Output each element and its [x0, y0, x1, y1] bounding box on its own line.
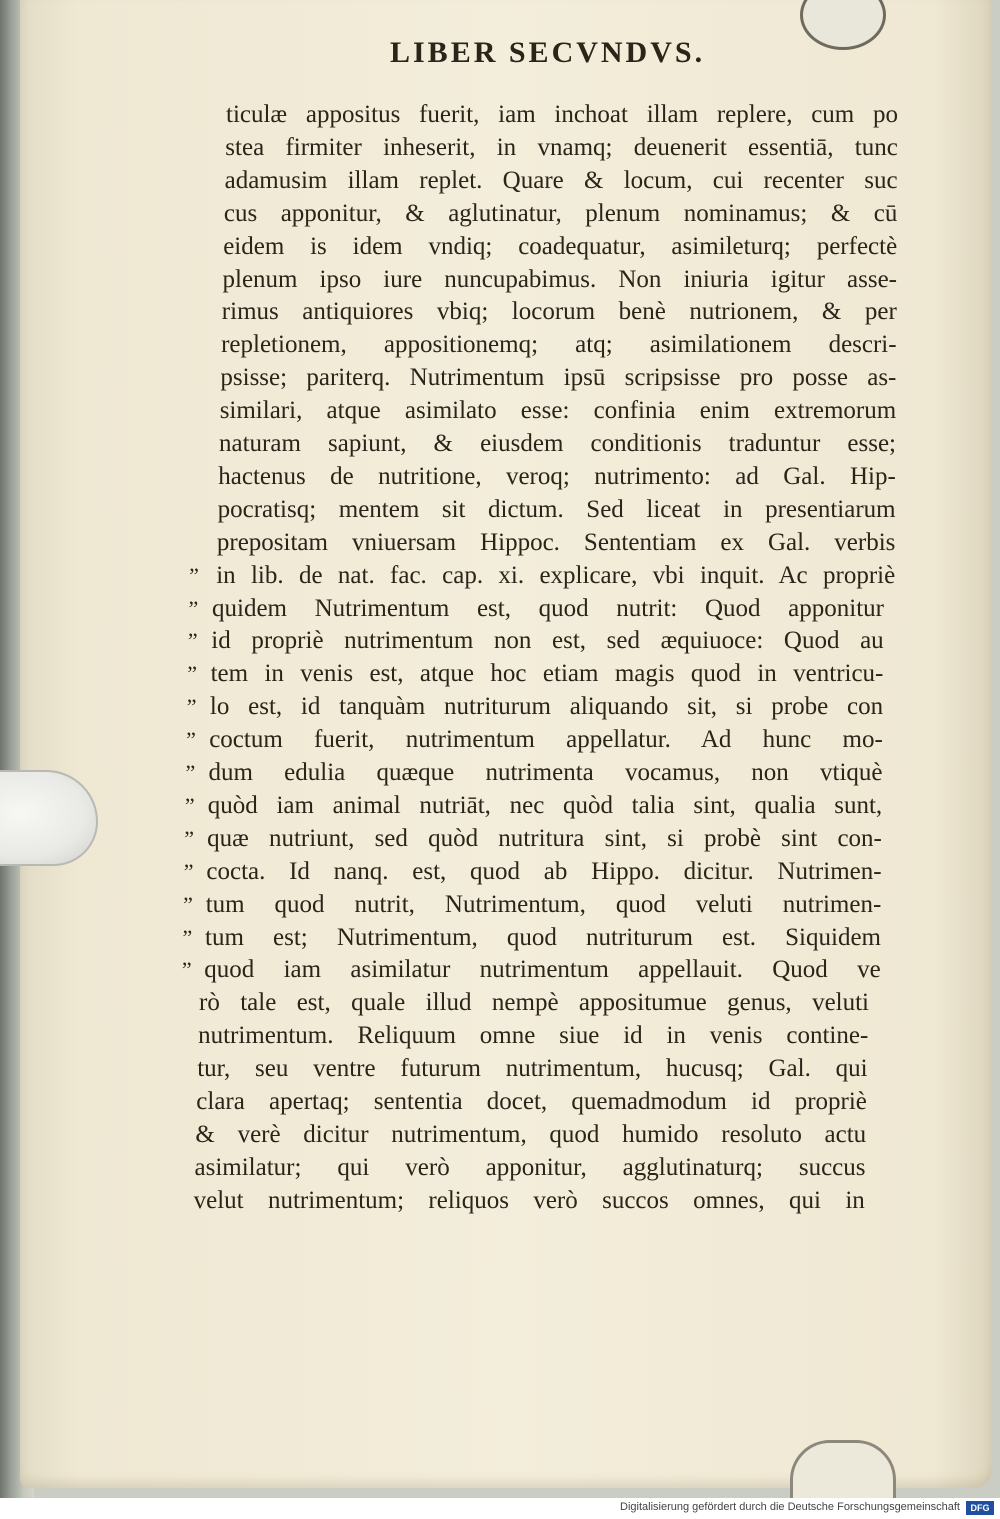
text-line: cus apponitur, & aglutinatur, plenum nominamus; & cū	[223, 199, 898, 227]
footer-bar	[0, 1498, 1000, 1519]
text-line: quod iam asimilatur nutrimentum appellauit. Quod ve	[204, 956, 881, 984]
running-head: LIBER SECVNDVS.	[390, 36, 706, 69]
text-line: dum edulia quæque nutrimenta vocamus, non vtiquè	[208, 759, 883, 786]
text-line: quòd iam animal nutriāt, nec quòd talia sint, qualia sunt,	[207, 791, 883, 819]
text-line: repletionem, appositionemq; atq; asimilationem descri-	[221, 331, 897, 359]
text-line: pocratisq; mentem sit dictum. Sed liceat in presentiarum	[217, 495, 896, 523]
funding-credit: Digitalisierung gefördert durch die Deutsche Forschungsgemeinschaft	[620, 1501, 960, 1513]
text-line: eidem is idem vndiq; coadequatur, asimileturq; perfectè	[223, 232, 898, 260]
marginal-quote-mark: ”	[185, 760, 196, 785]
text-line: stea firmiter inheserit, in vnamq; deuenerit essentiā, tunc	[225, 133, 898, 161]
text-line: velut nutrimentum; reliquos verò succos omnes, qui in	[193, 1186, 865, 1214]
text-line: quidem Nutrimentum est, quod nutrit: Quod apponitur	[212, 594, 884, 622]
text-line: tum quod nutrit, Nutrimentum, quod veluti nutrimen-	[205, 890, 882, 918]
text-line: hactenus de nutritione, veroq; nutrimento: ad Gal. Hip-	[218, 462, 896, 490]
text-line: id propriè nutrimentum non est, sed æquiuoce: Quod au	[211, 627, 884, 655]
text-line: similari, atque asimilato esse: confinia enim extremorum	[219, 397, 897, 425]
marginal-quote-mark: ”	[187, 661, 198, 687]
dfg-logo: DFG	[966, 1501, 994, 1515]
text-line: naturam sapiunt, & eiusdem conditionis traduntur esse;	[219, 430, 896, 457]
text-line: psisse; pariterq. Nutrimentum ipsū scripsisse pro posse as-	[220, 364, 897, 392]
text-line: tum est; Nutrimentum, quod nutriturum est. Siquidem	[205, 923, 881, 951]
text-line: clara apertaq; sententia docet, quemadmodum id propriè	[196, 1088, 867, 1115]
marginal-quote-mark: ”	[181, 957, 192, 983]
text-line: plenum ipso iure nuncupabimus. Non iniuria igitur asse-	[222, 265, 897, 293]
marginal-quote-mark: ”	[189, 562, 199, 588]
marginal-quote-mark: ”	[184, 825, 195, 851]
text-line: lo est, id tanquàm nutriturum aliquando sit, si probe con	[209, 693, 884, 721]
marginal-quote-mark: ”	[183, 858, 194, 884]
text-line: coctum fuerit, nutrimentum appellatur. Ad hunc mo-	[209, 726, 883, 754]
text-line: in lib. de nat. fac. cap. xi. explicare, vbi inquit. Ac propriè	[216, 561, 896, 589]
text-line: tur, seu ventre futurum nutrimentum, hucusq; Gal. qui	[197, 1055, 868, 1083]
text-line: asimilatur; qui verò apponitur, agglutinaturq; succus	[194, 1153, 866, 1181]
marginal-quote-mark: ”	[188, 595, 199, 621]
marginal-quote-mark: ”	[186, 727, 196, 753]
text-line: quæ nutriunt, sed quòd nutritura sint, si probè sint con-	[207, 824, 882, 852]
page-clip-bottom	[790, 1440, 896, 1498]
text-line: nutrimentum. Reliquum omne siue id in venis contine-	[198, 1022, 869, 1050]
text-line: rimus antiquiores vbiq; locorum benè nutrionem, & per	[221, 298, 897, 326]
marginal-quote-mark: ”	[187, 628, 198, 654]
marginal-quote-mark: ”	[182, 924, 193, 950]
text-line: tem in venis est, atque hoc etiam magis quod in ventricu-	[210, 660, 884, 688]
marginal-quote-mark: ”	[183, 891, 193, 917]
text-line: prepositam vniuersam Hippoc. Sententiam ex Gal. verbis	[216, 528, 896, 556]
text-line: rò tale est, quale illud nempè appositumue genus, veluti	[199, 989, 869, 1017]
text-line: & verè dicitur nutrimentum, quod humido resoluto actu	[195, 1120, 867, 1148]
marginal-quote-mark: ”	[186, 694, 197, 720]
text-line: adamusim illam replet. Quare & locum, cui recenter suc	[224, 166, 898, 194]
text-line: cocta. Id nanq. est, quod ab Hippo. dicitur. Nutrimen-	[206, 857, 882, 885]
marginal-quote-mark: ”	[184, 792, 195, 818]
text-line: ticulæ appositus fuerit, iam inchoat illam replere, cum po	[226, 101, 898, 128]
